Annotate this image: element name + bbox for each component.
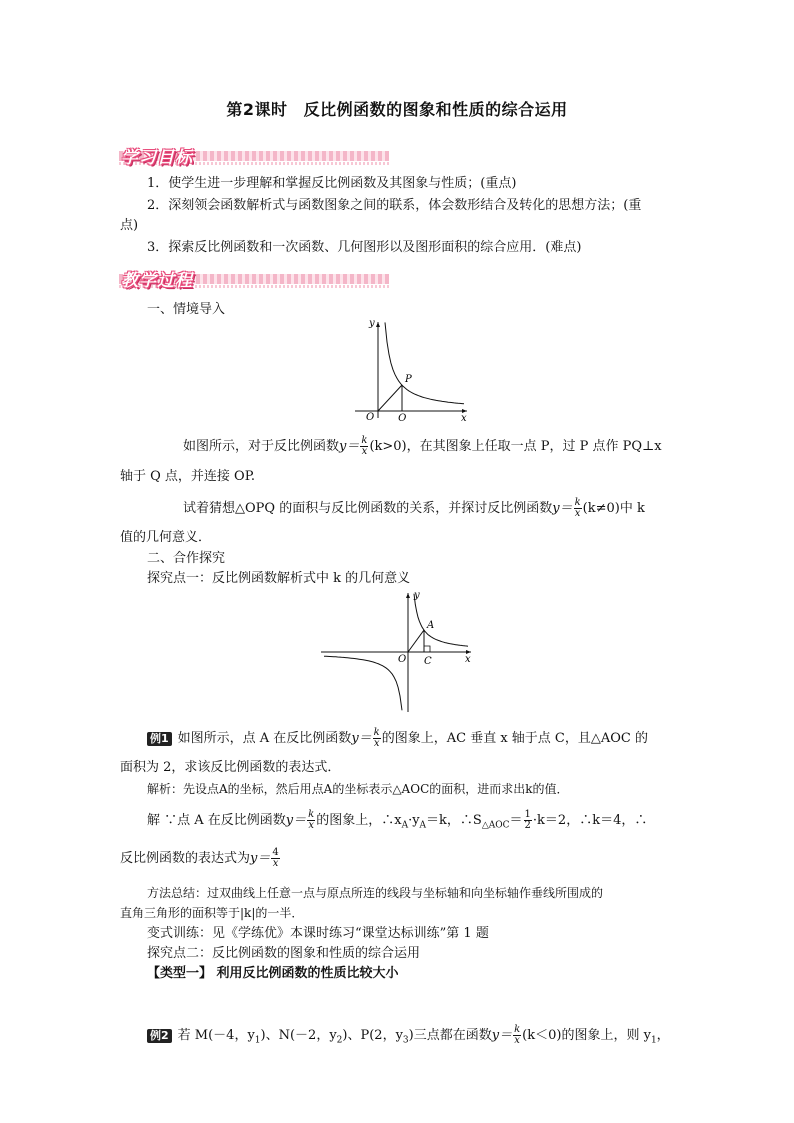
figure-2-hyperbola [318,590,478,714]
fig2-right-angle-mark [424,646,430,652]
page-title [0,97,794,120]
type-1-heading: 【类型一】 利用反比例函数的性质比较大小 [147,966,399,981]
goal-3: 3．探索反比例函数和一次函数、几何图形以及图形面积的综合应用．(难点) [147,240,582,255]
part2-heading: 二、合作探究 [147,551,226,566]
example-2-line-1: 例2 若 M(－4，$y_1$)、N(－2，$y_2$)、P(2，$y_3$)三点都在函数y＝ $\frac{k}{x}$ (k＜0)的图象上，则 $y_1$， [147,1025,670,1051]
solution-line-2: 反比例函数的表达式为y＝ $\frac{4}{x}$ [120,847,279,869]
method-summary-line-2: 直角三角形的面积等于|k|的一半． [120,906,304,920]
example-1-line-2: 面积为 2，求该反比例函数的表达式． [120,760,341,775]
method-summary-line-1: 方法总结：过双曲线上任意一点与原点所连的线段与坐标轴和向坐标轴作垂线所围成的 [147,886,604,900]
fig1-curve [385,322,464,403]
fig2-label-x: x [465,654,471,665]
intro-para-2-line-2: 值的几何意义． [120,530,212,545]
fig2-label-c: C [424,656,432,667]
fig1-label-x: x [461,413,467,421]
intro-para-2-line-1: 试着猜想△OPQ 的面积与反比例函数的关系，并探讨反比例函数y＝ $\frac{k}{x}$ (k≠0)中 k [183,497,645,519]
goal-1: 1．使学生进一步理解和掌握反比例函数及其图象与性质；(重点) [147,176,517,191]
variant-training: 变式训练：见《学练优》本课时练习“课堂达标训练”第 1 题 [147,926,489,941]
fig2-label-a: A [427,620,435,631]
analysis: 解析：先设点A的坐标，然后用点A的坐标表示△AOC的面积，进而求出k的值． [147,782,569,796]
fig1-label-q: Q [398,413,407,421]
fig1-label-o: O [366,412,375,421]
fig1-label-y: y [369,318,375,329]
exploration-point-2: 探究点二：反比例函数的图象和性质的综合运用 [147,946,421,961]
figure-1-hyperbola [350,318,475,421]
solution-line-1: 解 ∵点 A 在反比例函数y＝ $\frac{k}{x}$ 的图象上，$\therefore x_A\cdot y_A=k$，$\therefore S_{\triangle AOC}=$ $\frac{1}{2}$ ·k＝2，∴k＝4，∴ [147,809,648,831]
section-header-process: 教学过程 [119,268,389,292]
lesson-topic: 反比例函数的图象和性质的综合运用 [303,100,568,119]
part1-heading: 一、情境导入 [147,302,226,317]
intro-para-1-line-2: 轴于 Q 点，并连接 OP. [120,469,255,484]
fig2-y-arrow [406,593,410,598]
intro-para-1-line-1: 如图所示，对于反比例函数y＝ $\frac{k}{x}$ (k>0)，在其图象上任取一点 P，过 P 点作 PQ⊥x [183,435,662,457]
lesson-number: 第2课时 [226,100,288,119]
fig2-curve-branch-1 [414,594,468,647]
section-header-goals: 学习目标 [119,145,389,169]
fig2-curve-branch-3 [324,656,402,710]
fig1-segment-op [378,385,402,411]
fig1-label-p: P [405,374,412,385]
fig1-y-arrow [376,322,380,327]
fig2-label-y: y [414,590,420,601]
goal-2-line-2: 点) [120,218,139,233]
example-2-badge: 例2 [147,1029,172,1043]
goal-2-line-1: 2．深刻领会函数解析式与函数图象之间的联系，体会数形结合及转化的思想方法；(重 [147,198,642,213]
fig2-segment-oa [408,630,424,652]
example-1-badge: 例1 [147,732,172,746]
example-1-line-1: 例1 如图所示，点 A 在反比例函数y＝ $\frac{k}{x}$ 的图象上，AC 垂直 x 轴于点 C，且△AOC 的 [147,728,648,749]
exploration-point-1: 探究点一：反比例函数解析式中 k 的几何意义 [147,571,411,586]
fig2-label-o: O [398,654,407,665]
